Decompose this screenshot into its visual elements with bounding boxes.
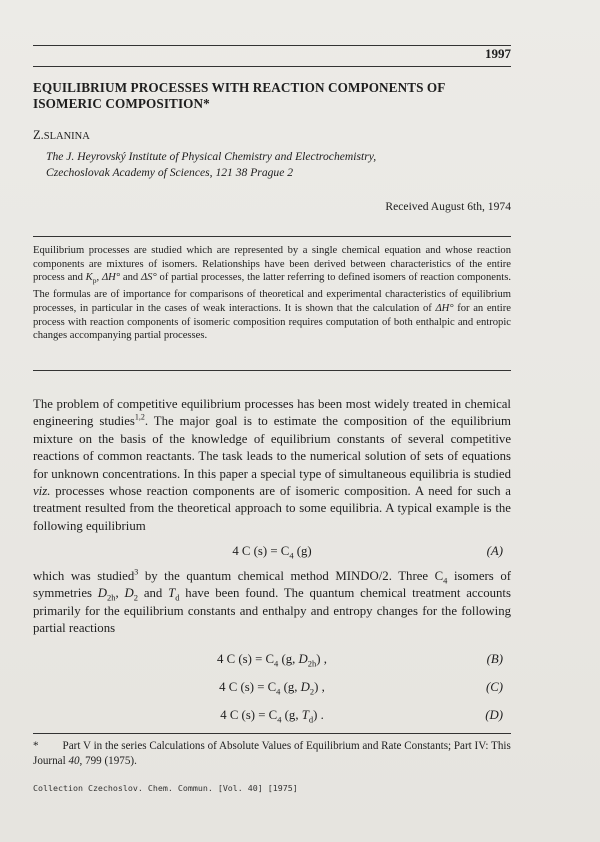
- journal-footer: Collection Czechoslov. Chem. Commun. [Vol. 40] [1975]: [33, 783, 298, 793]
- abstract-top-rule: [33, 236, 511, 237]
- eq-symmetry: D: [300, 680, 310, 694]
- equation-c: [33, 680, 511, 698]
- subscript: 2h: [107, 592, 116, 603]
- header-rule: [33, 66, 511, 67]
- abstract-text: ,: [96, 272, 102, 284]
- paragraph-text: by the quantum chemical method MINDO/2. Three C: [138, 569, 444, 583]
- abstract-delta-h: ΔH°: [101, 272, 121, 284]
- footnote-text: , 799 (1975).: [79, 754, 137, 767]
- affiliation: [46, 149, 486, 180]
- subscript: 2: [133, 592, 139, 603]
- eq-sub: 4: [289, 550, 294, 561]
- top-rule: [33, 45, 511, 46]
- eq-end: ) ,: [314, 680, 325, 694]
- footnote-text: Part V in the series Calculations of Absolute Values of Equilibrium and Rate Constants; Part IV: This Journal: [33, 740, 511, 767]
- received-date: Received August 6th, 1974: [385, 200, 511, 213]
- paragraph-1: [33, 396, 511, 535]
- page-number: 1997: [485, 46, 511, 61]
- equation-expr: [33, 652, 511, 669]
- eq-sub: 4: [277, 714, 282, 725]
- eq-sub: 2h: [307, 658, 317, 669]
- abstract: [33, 244, 511, 343]
- eq-left: 4 C (s) = C: [219, 680, 277, 694]
- paragraph-text: isomers of symmetries: [33, 569, 511, 601]
- subscript: 4: [443, 575, 448, 586]
- eq-sub: 4: [274, 658, 279, 669]
- author-initial: Z.: [33, 128, 44, 142]
- eq-left: 4 C (s) = C: [217, 652, 275, 666]
- viz-italic: viz.: [33, 484, 51, 499]
- paragraph-text: which was studied: [33, 569, 135, 583]
- symmetry-symbol: D: [124, 586, 134, 601]
- eq-left: 4 C (s) = C: [220, 708, 278, 722]
- abstract-delta-s: ΔS°: [140, 272, 157, 284]
- footnote-marker: *: [33, 740, 39, 752]
- abstract-delta-h: ΔH°: [435, 302, 454, 314]
- equation-expr: [33, 544, 511, 561]
- abstract-text: of partial processes, the latter referring to defined isomers of reaction components. The formulas are of importance for comparisons of theoretical and experimental characteristics of equilibrium processes, in particular in the cases of weak interactions. It is shown that the calculation of: [33, 272, 511, 314]
- abstract-text: for an entire process with reaction components of isomeric composition requires computation of both enthalpic and entropic changes accompanying partial processes.: [33, 302, 511, 342]
- paragraph-text: The problem of competitive equilibrium processes has been most widely treated in chemical engineering studies: [33, 397, 511, 429]
- eq-sub: 4: [276, 686, 281, 697]
- footnote-rule: [33, 733, 511, 734]
- eq-symmetry: D: [298, 652, 308, 666]
- equation-label: (C): [485, 680, 503, 694]
- eq-end: ) .: [313, 708, 324, 722]
- subscript: d: [175, 592, 180, 603]
- paragraph-text: have been found. The quantum chemical treatment accounts primarily for the equilibrium constants and enthalpy and entropy changes for the following partial reactions: [33, 586, 511, 636]
- abstract-kp-sub: p: [92, 276, 97, 286]
- citation-ref: 3: [134, 567, 139, 577]
- abstract-kp: K: [85, 272, 93, 284]
- abstract-text: and: [120, 272, 141, 284]
- paragraph-text: and: [138, 586, 169, 601]
- footnote-volume: 40: [68, 754, 80, 767]
- paragraph-2: [33, 568, 511, 638]
- abstract-text: Equilibrium processes are studied which are represented by a single chemical equation and whose reaction components are mixtures of isomers. Relationships have been derived between characteristics of the entire process and: [33, 245, 511, 284]
- equation-b: [33, 652, 511, 670]
- equation-expr: [33, 708, 511, 725]
- eq-end: ) ,: [316, 652, 327, 666]
- author-name: SLANINA: [43, 131, 90, 142]
- symmetry-symbol: T: [168, 586, 176, 601]
- eq-tail: (g,: [278, 652, 299, 666]
- equation-label: (A): [486, 544, 503, 558]
- equation-expr: [33, 680, 511, 697]
- eq-sub: d: [308, 714, 314, 725]
- article-title: EQUILIBRIUM PROCESSES WITH REACTION COMPONENTS OF ISOMERIC COMPOSITION*: [33, 80, 445, 111]
- abstract-bottom-rule: [33, 370, 511, 371]
- eq-sub: 2: [309, 686, 315, 697]
- affiliation-line-1: The J. Heyrovský Institute of Physical Chemistry and Electrochemistry,: [46, 150, 377, 163]
- eq-tail: (g,: [281, 708, 302, 722]
- paragraph-text: ,: [115, 586, 125, 601]
- equation-d: [33, 708, 511, 726]
- equation-label: (D): [485, 708, 503, 722]
- footnote: [33, 739, 511, 768]
- eq-tail: (g): [293, 544, 312, 558]
- eq-symmetry: T: [301, 708, 309, 722]
- paragraph-text: . The major goal is to estimate the composition of the equilibrium mixture on the basis of the knowledge of equilibrium constants of several competitive reactions of common reactants. The task leads to the numerical solution of sets of equations for unknown concentrations. In this paper a special type of simultaneous equilibria is studied: [33, 414, 511, 481]
- equation-label: (B): [486, 652, 503, 666]
- author: [33, 128, 90, 143]
- eq-left: 4 C (s) = C: [232, 544, 290, 558]
- symmetry-symbol: D: [97, 586, 108, 601]
- affiliation-line-2: Czechoslovak Academy of Sciences, 121 38 Prague 2: [46, 165, 294, 179]
- equation-a: [33, 544, 511, 562]
- paragraph-text: processes whose reaction components are of isomeric composition. A need for such a treatment resulted from the theoretical approach to some equilibria. A typical example is the following equilibrium: [33, 484, 511, 533]
- eq-tail: (g,: [280, 680, 301, 694]
- citation-ref: 1,2: [134, 413, 145, 423]
